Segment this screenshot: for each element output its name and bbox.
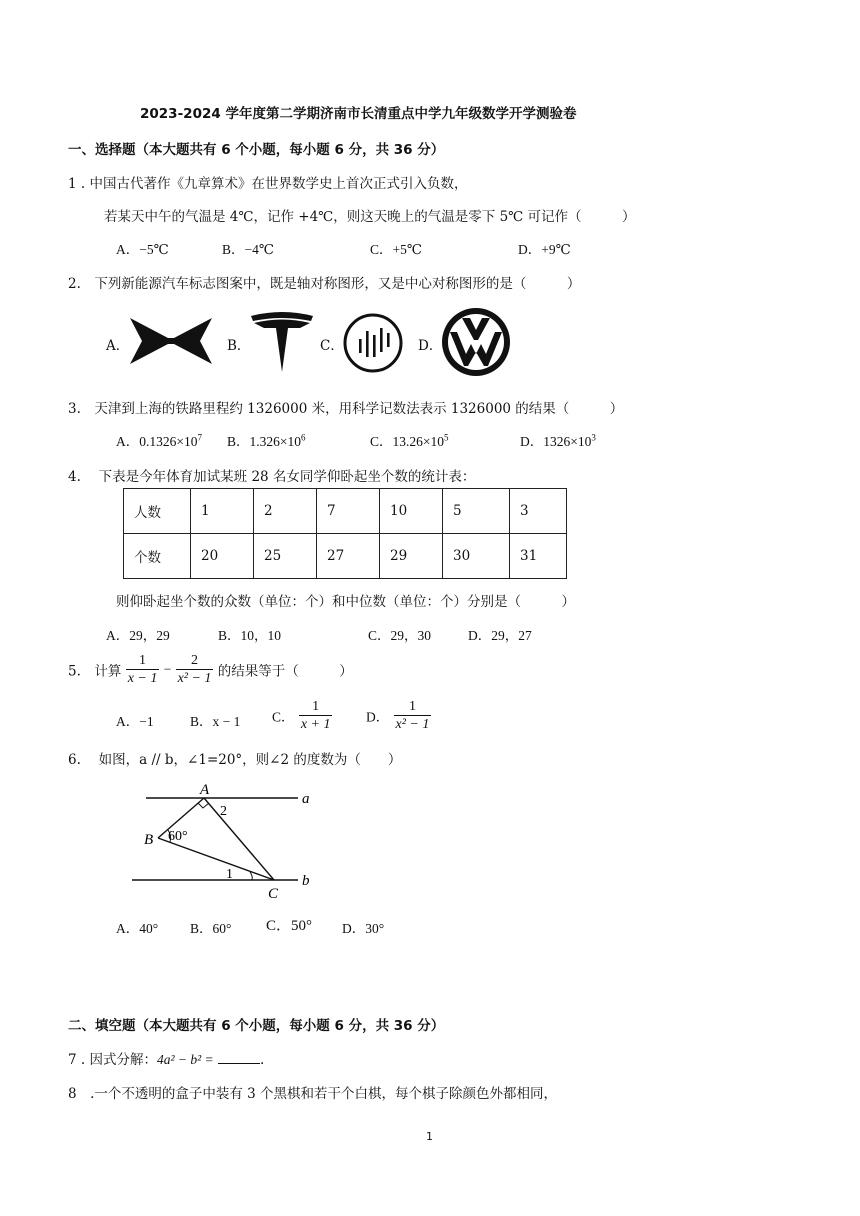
table-cell: 20 (191, 534, 254, 579)
q4-option-c: C．29，30 (368, 628, 432, 643)
q8-text: 8 .一个不透明的盒子中装有 3 个黑棋和若干个白棋，每个棋子除颜色外都相同， (68, 1086, 558, 1102)
q4-question: 则仰卧起坐个数的众数（单位：个）和中位数（单位：个）分别是（ ） (116, 594, 575, 610)
q1-option-c: C．+5℃ (370, 242, 422, 257)
label-A: A (200, 782, 210, 798)
table-cell: 2 (254, 489, 317, 534)
q3-option-d: D．$1326\times 10^3$ (520, 432, 596, 449)
q5-option-a: A．−1 (116, 714, 154, 729)
section-fill-heading: 二、填空题（本大题共有 6 个小题，每小题 6 分，共 36 分） (68, 1018, 445, 1034)
q2-label-b: B． (227, 338, 251, 354)
table-cell: 3 (510, 489, 567, 534)
q7-answer-blank (218, 1050, 260, 1064)
q2-label-d: D． (418, 338, 443, 354)
section-choice-heading: 一、选择题（本大题共有 6 个小题，每小题 6 分，共 36 分） (68, 142, 445, 158)
q6-option-c: C．50° (266, 918, 313, 934)
table-cell: 29 (380, 534, 443, 579)
label-B: B (144, 832, 154, 848)
table-row (124, 534, 567, 579)
table-cell: 1 (191, 489, 254, 534)
q5-option-c-fraction: $\frac{1}{x + 1}$ (300, 699, 331, 732)
table-cell: 27 (317, 534, 380, 579)
q5-expression: 5. 计算 $\frac{1}{x - 1}$ − $\frac{2}{\text{x² − 1}}$ 的结果等于（ ） (68, 653, 353, 686)
label-1: 1 (226, 867, 233, 882)
circle-bars-logo-icon (342, 312, 404, 374)
q5-option-b: B．x − 1 (190, 714, 241, 729)
q5-prefix: 5. 计算 (68, 663, 122, 680)
q3-option-a: A．$0.1326\times 10^7$ (116, 432, 202, 449)
q1-option-d: D．+9℃ (518, 242, 571, 257)
q1-line2: 若某天中午的气温是 4℃，记作 +4℃，则这天晚上的气温是零下 5℃ 可记作（ ） (104, 209, 636, 225)
table-cell: 7 (317, 489, 380, 534)
q5-fraction-2: $\frac{2}{\text{x² − 1}}$ (177, 653, 212, 686)
q4-option-d: D．29，27 (468, 628, 532, 643)
x-shaped-logo-icon (128, 316, 214, 366)
table-cell: 人数 (124, 489, 191, 534)
table-cell: 10 (380, 489, 443, 534)
q2-label-c: C． (320, 338, 344, 354)
table-row (124, 489, 567, 534)
page-number: 1 (426, 1130, 433, 1143)
q1-option-a: A．−5℃ (116, 242, 169, 257)
q4-option-b: B．10，10 (218, 628, 282, 643)
label-C: C (268, 886, 279, 900)
page-title: 2023-2024 学年度第二学期济南市长清重点中学九年级数学开学测验卷 (140, 106, 577, 122)
label-a: a (302, 791, 310, 807)
q1-option-b: B．−4℃ (222, 242, 274, 257)
q3-text: 3. 天津到上海的铁路里程约 1326000 米，用科学记数法表示 1326000 的结果（ ） (68, 401, 624, 417)
q7-expression: 4a² − b² = (156, 1052, 214, 1067)
tesla-logo-icon (248, 310, 316, 374)
q2-text: 2. 下列新能源汽车标志图案中，既是轴对称图形，又是中心对称图形的是（ ） (68, 276, 581, 292)
table-cell: 25 (254, 534, 317, 579)
q6-option-a: A．40° (116, 921, 159, 936)
label-2: 2 (220, 804, 227, 819)
angle-1-arc (250, 872, 252, 880)
q7-text: 7 . 因式分解：4a² − b² = . (68, 1052, 265, 1068)
q6-option-d: D．30° (342, 921, 385, 936)
table-cell: 31 (510, 534, 567, 579)
q3-option-b: B．$1.326\times 10^6$ (227, 432, 306, 449)
table-cell: 30 (443, 534, 510, 579)
label-b: b (302, 873, 310, 889)
situp-stats-table (123, 488, 567, 579)
table-cell: 个数 (124, 534, 191, 579)
q3-option-c: C．$13.26\times 10^5$ (370, 432, 449, 449)
q6-text: 6. 如图，a // b，∠1=20°，则∠2 的度数为（ ） (68, 752, 402, 768)
table-cell: 5 (443, 489, 510, 534)
q4-option-a: A．29，29 (106, 628, 170, 643)
label-60-degree: 60° (168, 829, 188, 844)
q6-option-b: B．60° (190, 921, 232, 936)
q1-line1: 1 . 中国古代著作《九章算术》在世界数学史上首次正式引入负数， (68, 176, 468, 192)
parallel-lines-triangle-figure (126, 776, 326, 900)
q4-text: 4. 下表是今年体育加试某班 28 名女同学仰卧起坐个数的统计表： (68, 469, 476, 485)
q5-option-c: C． $\frac{1}{x + 1}$ (272, 699, 331, 732)
q2-label-a: A． (106, 338, 130, 354)
q5-option-d: D． $\frac{1}{\text{x² − 1}}$ (366, 699, 430, 732)
right-angle-mark (198, 803, 209, 808)
q5-suffix: 的结果等于（ ） (217, 663, 353, 680)
vw-logo-icon (440, 306, 512, 378)
q5-option-d-fraction: $\frac{1}{\text{x² − 1}}$ (395, 699, 430, 732)
q5-fraction-1: $\frac{1}{x - 1}$ (127, 653, 158, 686)
